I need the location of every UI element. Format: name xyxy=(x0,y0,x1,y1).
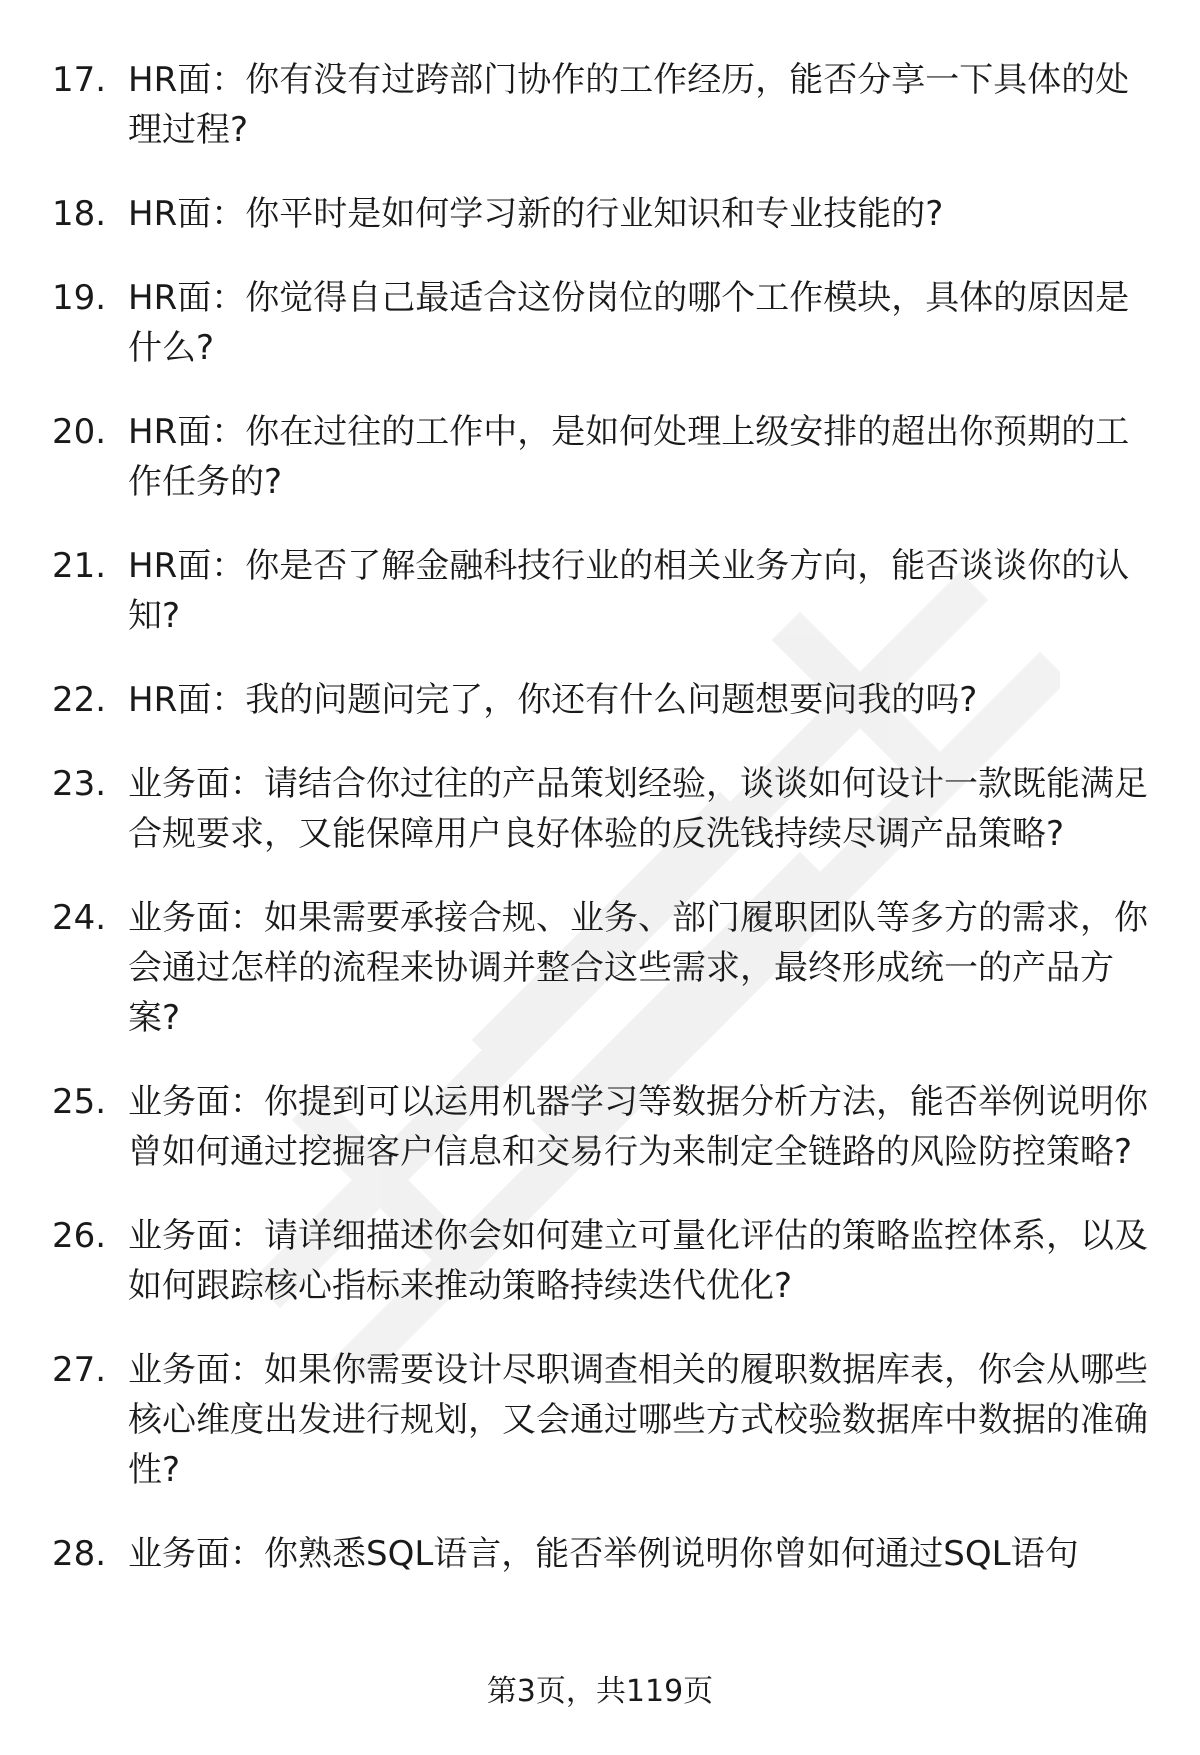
question-text: 业务面：你熟悉SQL语言，能否举例说明你曾如何通过SQL语句 xyxy=(128,1534,1079,1574)
question-number: 24. xyxy=(52,898,107,938)
question-number: 20. xyxy=(52,412,107,452)
question-number: 27. xyxy=(52,1350,107,1390)
question-number: 28. xyxy=(52,1534,107,1574)
list-item xyxy=(0,55,1200,155)
question-list xyxy=(0,55,1200,1613)
list-item xyxy=(0,1345,1200,1495)
list-item xyxy=(0,1211,1200,1311)
question-text: HR面：你是否了解金融科技行业的相关业务方向，能否谈谈你的认知? xyxy=(128,546,1130,636)
question-text: HR面：你有没有过跨部门协作的工作经历，能否分享一下具体的处理过程? xyxy=(128,60,1130,150)
question-text: 业务面：请详细描述你会如何建立可量化评估的策略监控体系，以及如何跟踪核心指标来推动策略持续迭代优化? xyxy=(128,1216,1148,1306)
question-text: 业务面：如果需要承接合规、业务、部门履职团队等多方的需求，你会通过怎样的流程来协调并整合这些需求，最终形成统一的产品方案? xyxy=(128,898,1148,1038)
question-text: HR面：你觉得自己最适合这份岗位的哪个工作模块，具体的原因是什么? xyxy=(128,278,1130,368)
question-text: 业务面：如果你需要设计尽职调查相关的履职数据库表，你会从哪些核心维度出发进行规划，又会通过哪些方式校验数据库中数据的准确性? xyxy=(128,1350,1148,1490)
list-item xyxy=(0,893,1200,1043)
list-item xyxy=(0,675,1200,725)
list-item xyxy=(0,541,1200,641)
list-item xyxy=(0,407,1200,507)
list-item xyxy=(0,273,1200,373)
list-item xyxy=(0,1077,1200,1177)
list-item xyxy=(0,759,1200,859)
question-number: 21. xyxy=(52,546,107,586)
page-footer xyxy=(0,1672,1200,1712)
question-text: HR面：我的问题问完了，你还有什么问题想要问我的吗? xyxy=(128,680,978,720)
list-item xyxy=(0,1529,1200,1579)
question-text: 业务面：你提到可以运用机器学习等数据分析方法，能否举例说明你曾如何通过挖掘客户信息和交易行为来制定全链路的风险防控策略? xyxy=(128,1082,1148,1172)
question-number: 17. xyxy=(52,60,107,100)
question-number: 26. xyxy=(52,1216,107,1256)
question-number: 19. xyxy=(52,278,107,318)
question-number: 18. xyxy=(52,194,107,234)
list-item xyxy=(0,189,1200,239)
question-number: 23. xyxy=(52,764,107,804)
page-number-label: 第3页，共119页 xyxy=(486,1674,714,1709)
question-text: 业务面：请结合你过往的产品策划经验，谈谈如何设计一款既能满足合规要求，又能保障用户良好体验的反洗钱持续尽调产品策略? xyxy=(128,764,1148,854)
question-text: HR面：你在过往的工作中，是如何处理上级安排的超出你预期的工作任务的? xyxy=(128,412,1130,502)
question-number: 25. xyxy=(52,1082,107,1122)
question-number: 22. xyxy=(52,680,107,720)
question-text: HR面：你平时是如何学习新的行业知识和专业技能的? xyxy=(128,194,944,234)
